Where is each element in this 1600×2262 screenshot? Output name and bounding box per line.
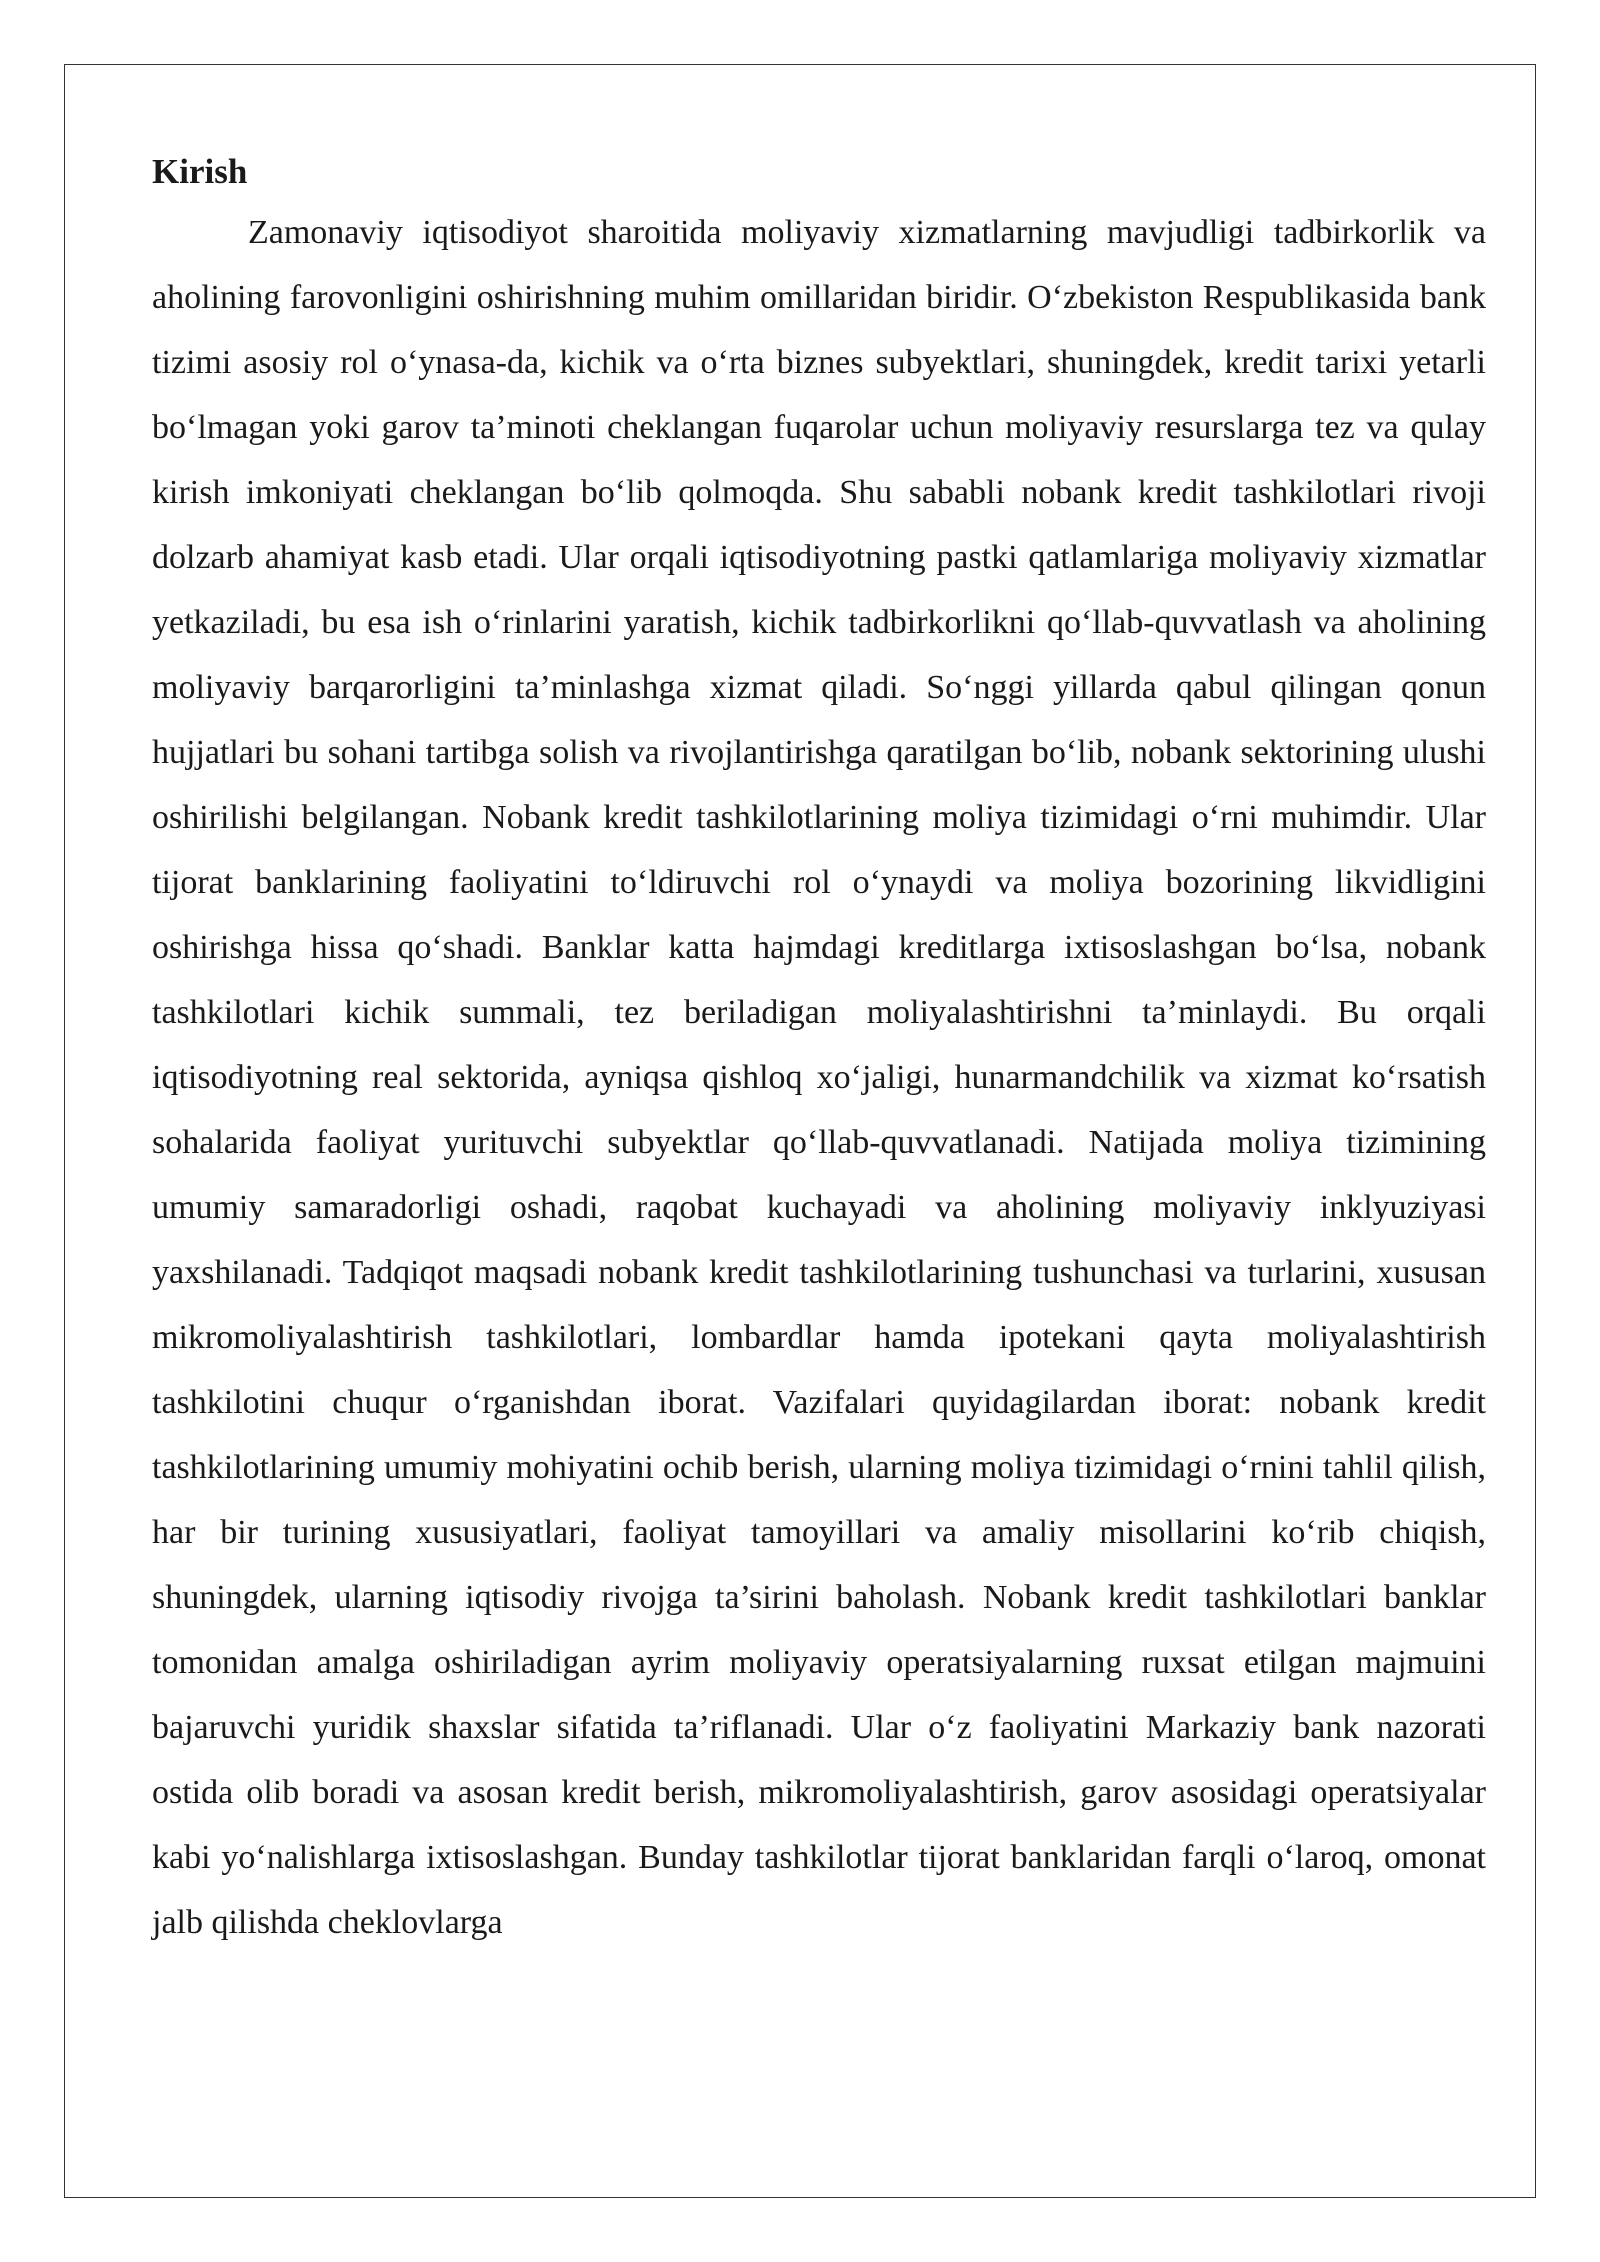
document-body — [152, 150, 1486, 1955]
section-heading: Kirish — [152, 152, 248, 191]
body-paragraph: Zamonaviy iqtisodiyot sharoitida moliyaviy xizmatlarning mavjudligi tadbirkorlik va aholining farovonligini oshirishning muhim omillaridan biridir. O‘zbekiston Respublikasida bank tizimi asosiy rol o‘ynasa-da, kichik va o‘rta biznes subyektlari, shuningdek, kredit tarixi yetarli bo‘lmagan yoki garov ta’minoti cheklangan fuqarolar uchun moliyaviy resurslarga tez va qulay kirish imkoniyati cheklangan bo‘lib qolmoqda. Shu sababli nobank kredit tashkilotlari rivoji dolzarb ahamiyat kasb etadi. Ular orqali iqtisodiyotning pastki qatlamlariga moliyaviy xizmatlar yetkaziladi, bu esa ish o‘rinlarini yaratish, kichik tadbirkorlikni qo‘llab-quvvatlash va aholining moliyaviy barqarorligini ta’minlashga xizmat qiladi. So‘nggi yillarda qabul qilingan qonun hujjatlari bu sohani tartibga solish va rivojlantirishga qaratilgan bo‘lib, nobank sektorining ulushi oshirilishi belgilangan. Nobank kredit tashkilotlarining moliya tizimidagi o‘rni muhimdir. Ular tijorat banklarining faoliyatini to‘ldiruvchi rol o‘ynaydi va moliya bozorining likvidligini oshirishga hissa qo‘shadi. Banklar katta hajmdagi kreditlarga ixtisoslashgan bo‘lsa, nobank tashkilotlari kichik summali, tez beriladigan moliyalashtirishni ta’minlaydi. Bu orqali iqtisodiyotning real sektorida, ayniqsa qishloq xo‘jaligi, hunarmandchilik va xizmat ko‘rsatish sohalarida faoliyat yurituvchi subyektlar qo‘llab-quvvatlanadi. Natijada moliya tizimining umumiy samaradorligi oshadi, raqobat kuchayadi va aholining moliyaviy inklyuziyasi yaxshilanadi. Tadqiqot maqsadi nobank kredit tashkilotlarining tushunchasi va turlarini, xususan mikromoliyalashtirish tashkilotlari, lombardlar hamda ipotekani qayta moliyalashtirish tashkilotini chuqur o‘rganishdan iborat. Vazifalari quyidagilardan iborat: nobank kredit tashkilotlarining umumiy mohiyatini ochib berish, ularning moliya tizimidagi o‘rnini tahlil qilish, har bir turining xususiyatlari, faoliyat tamoyillari va amaliy misollarini ko‘rib chiqish, shuningdek, ularning iqtisodiy rivojga ta’sirini baholash. Nobank kredit tashkilotlari banklar tomonidan amalga oshiriladigan ayrim moliyaviy operatsiyalarning ruxsat etilgan majmuini bajaruvchi yuridik shaxslar sifatida ta’riflanadi. Ular o‘z faoliyatini Markaziy bank nazorati ostida olib boradi va asosan kredit berish, mikromoliyalashtirish, garov asosidagi operatsiyalar kabi yo‘nalishlarga ixtisoslashgan. Bunday tashkilotlar tijorat banklaridan farqli o‘laroq, omonat jalb qilishda cheklovlarga — [152, 214, 1486, 1941]
